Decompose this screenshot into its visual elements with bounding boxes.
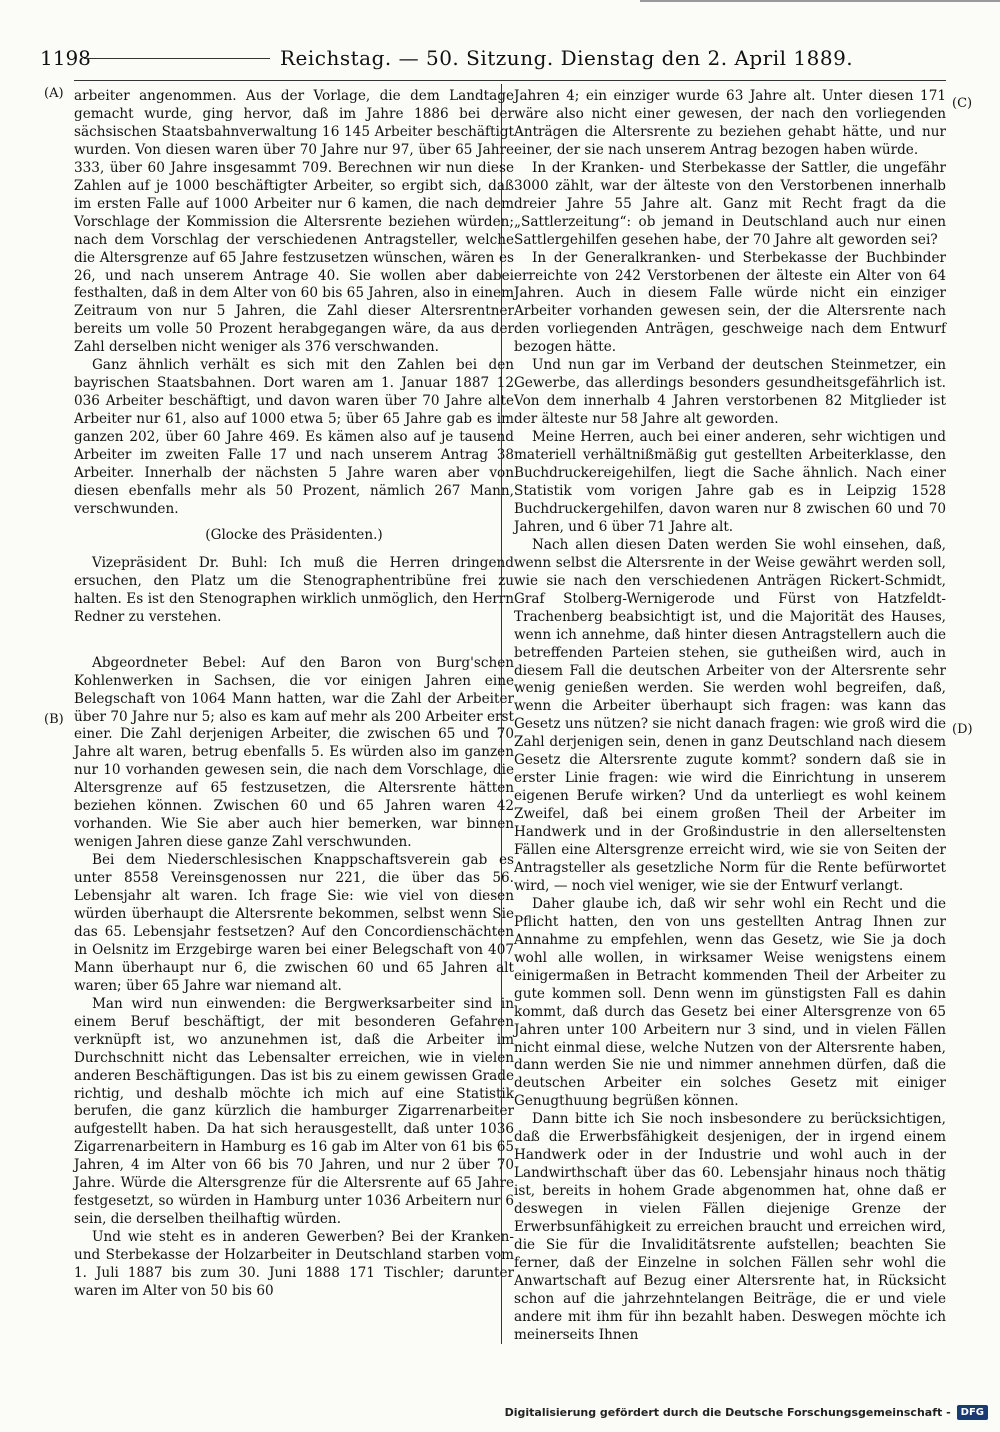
- header-underline: [74, 80, 946, 81]
- left-column: [74, 88, 514, 1301]
- paragraph: Daher glaube ich, daß wir sehr wohl ein Recht und die Pflicht hatten, den von uns gestellten Antrag Ihnen zur Annahme zu empfehlen, wenn das Gesetz, wie Sie ja doch wohl alle wollen, in wirksamer Weise wenigstens einem einigermaßen in Betracht kommenden Theil der Arbeiter zu gute kommen soll. Denn wenn im günstigsten Fall es dahin kommt, daß durch das Gesetz bei einer Altersgrenze von 65 Jahren unter 100 Arbeitern nur 3 sind, und in vielen Fällen nicht einmal diese, welche Nutzen von der Altersrente haben, dann werden Sie nie und nimmer annehmen dürfen, daß die deutschen Arbeiter ein solches Gesetz mit einiger Genugthuung begrüßen können.: [514, 895, 946, 1110]
- header-rule-left: [84, 58, 270, 59]
- margin-mark-a: (A): [44, 86, 64, 101]
- page-number: 1198: [40, 46, 91, 70]
- paragraph: Meine Herren, auch bei einer anderen, sehr wichtigen und materiell verhältnißmäßig gut gestellten Arbeiterklasse, den Buchdruckereigehilfen, liegt die Sache ähnlich. Nach einer Statistik vom vorigen Jahre gab es in Leipzig 1528 Buchdruckergehilfen, davon waren nur 8 zwischen 60 und 70 Jahren, und 6 über 71 Jahre alt.: [514, 429, 946, 535]
- page-header: [40, 40, 960, 70]
- right-column: [514, 88, 946, 1345]
- running-title: Reichstag. — 50. Sitzung. Dienstag den 2. April 1889.: [280, 46, 854, 70]
- top-scan-mark: [640, 0, 1000, 8]
- paragraph: Und nun gar im Verband der deutschen Steinmetzer, ein Gewerbe, das allerdings besonders gesundheitsgefährlich ist. Von dem innerhalb 4 Jahren verstorbenen 82 Mitglieder ist der älteste nur 58 Jahre alt geworden.: [514, 357, 946, 428]
- paragraph: In der Kranken- und Sterbekasse der Sattler, die ungefähr 3000 zählt, war der älteste von den Verstorbenen innerhalb dreier Jahre 55 Jahre alt. Ganz mit Recht fragt da die „Sattlerzeitung“: ob jemand in Deutschland auch nur einen Sattlergehilfen gesehen habe, der 70 Jahre alt geworden sei?: [514, 159, 946, 248]
- footer-credit: Digitalisierung gefördert durch die Deutsche Forschungsgemeinschaft -: [504, 1405, 951, 1419]
- paragraph: Jahren 4; ein einziger wurde 63 Jahre alt. Unter diesen 171 wäre also nicht einer gewesen, der nach den vorliegenden Anträgen die Altersrente zu beziehen gehabt hätte, und nur einer, der sie nach unserem Antrag bezogen haben würde.: [514, 88, 946, 158]
- paragraph: Ganz ähnlich verhält es sich mit den Zahlen bei den bayrischen Staatsbahnen. Dort waren am 1. Januar 1887 12 036 Arbeiter beschäftigt, und davon waren über 70 Jahre alte Arbeiter nur 61, also auf 1000 etwa 5; über 65 Jahre gab es im ganzen 202, über 60 Jahre 469. Es kämen also auf je tausend Arbeiter im zweiten Falle 17 und nach unserem Antrag 38 Arbeiter. Innerhalb der nächsten 5 Jahre waren aber von diesen ebenfalls mehr als 50 Prozent, nämlich 267 Mann, verschwunden.: [74, 357, 514, 517]
- paragraph: Bei dem Niederschlesischen Knappschaftsverein gab es unter 8558 Vereinsgenossen nur 221, die über das 56. Lebensjahr alt waren. Ich frage Sie: wie viel von diesen würden überhaupt die Altersrente bekommen, selbst wenn Sie das 65. Lebensjahr festsetzen? Auf den Concordienschächten in Oelsnitz im Erzgebirge waren bei einer Belegschaft von 407 Mann überhaupt nur 6, die zwischen 60 und 65 Jahren alt waren; über 65 Jahre war niemand alt.: [74, 852, 514, 994]
- page-footer: [505, 1400, 988, 1424]
- margin-mark-d: (D): [952, 722, 973, 737]
- dfg-logo: DFG: [957, 1405, 988, 1420]
- margin-mark-b: (B): [44, 712, 64, 727]
- paragraph: arbeiter angenommen. Aus der Vorlage, die dem Landtage gemacht wurde, ging hervor, daß im Jahre 1886 bei der sächsischen Staatsbahnverwaltung 16 145 Arbeiter beschäftigt wurden. Von diesen waren über 70 Jahre nur 97, über 65 Jahre 333, über 60 Jahre insgesammt 709. Berechnen wir nun diese Zahlen auf je 1000 beschäftigter Arbeiter, so ergibt sich, daß im ersten Falle auf 1000 Arbeiter nur 6 kamen, die nach dem Vorschlage der Kommission die Altersrente beziehen würden; nach dem Vorschlag der verschiedenen Antragsteller, welche die Altersgrenze auf 65 Jahre festzusetzen wünschen, wären es 26, und nach unserem Antrage 40. Sie wollen aber dabei festhalten, daß in dem Alter von 60 bis 65 Jahren, also in einem Zeitraum von nur 5 Jahren, die Zahl dieser Altersrentner bereits um volle 50 Prozent herabgegangen wäre, da aus der Zahl derselben nicht weniger als 376 verschwanden.: [74, 88, 514, 356]
- stage-direction: (Glocke des Präsidenten.): [205, 526, 383, 543]
- paragraph: Nach allen diesen Daten werden Sie wohl einsehen, daß, wenn selbst die Altersrente in der Weise gewährt werden soll, wie sie nach den verschiedenen Anträgen Rickert-Schmidt, Graf Stolberg-Wernigerode und Fürst von Hatzfeldt-Trachenberg beabsichtigt ist, und die Majorität des Hauses, wenn ich annehme, daß hinter diesen Antragstellern auch die betreffenden Parteien stehen, sie gutheißen wird, auch in diesem Fall die deutschen Arbeiter von der Altersrente sehr wenig genießen werden. Sie werden wohl begreifen, daß, wenn die Arbeiter überhaupt sich fragen: was kann das Gesetz uns nützen? sie nicht danach fragen: wie groß wird die Zahl derjenigen sein, denen in ganz Deutschland nach diesem Gesetz die Altersrente zugute kommt? sondern daß sie in erster Linie fragen: wie wird die Einrichtung in unserem eigenen Berufe wirken? Und da unterliegt es wohl keinem Zweifel, daß bei einem großen Theil der Arbeiter im Handwerk und in der Großindustrie in den allerseltensten Fällen eine Altersgrenze erreicht wird, wie sie von Seiten der Antragsteller als gesetzliche Norm für die Rente befürwortet wird, — noch viel weniger, wie sie der Entwurf verlangt.: [514, 536, 946, 894]
- paragraph: Und wie steht es in anderen Gewerben? Bei der Kranken- und Sterbekasse der Holzarbeiter in Deutschland starben vom 1. Juli 1887 bis zum 30. Juni 1888 171 Tischler; darunter waren im Alter von 50 bis 60: [74, 1229, 514, 1299]
- margin-mark-c: (C): [952, 96, 973, 111]
- paragraph: In der Generalkranken- und Sterbekasse der Buchbinder erreichte von 242 Verstorbenen der älteste ein Alter von 64 Jahren. Auch in diesem Falle würde nicht ein einziger Arbeiter vorhanden gewesen sein, der die Altersrente nach den vorliegenden Anträgen, geschweige nach dem Entwurf bezogen hätte.: [514, 249, 946, 356]
- paragraph: Dann bitte ich Sie noch insbesondere zu berücksichtigen, daß die Erwerbsfähigkeit desjenigen, der in irgend einem Handwerk oder in der Industrie und wohl auch in der Landwirthschaft über das 60. Lebensjahr hinaus noch thätig ist, bereits in hohem Grade abgenommen hat, ohne daß er deswegen in vielen Fällen diejenige Grenze der Erwerbsunfähigkeit zu erreichen braucht und erreichen wird, die Sie für die Invaliditätsrente aufstellen; beachten Sie ferner, daß der Einzelne in solchen Fällen sehr wohl die Anwartschaft auf Bezug einer Altersrente hat, in Rücksicht schon auf die jahrzehntelangen Beiträge, die er und viele andere mit ihm für ihn bezahlt haben. Deswegen möchte ich meinerseits Ihnen: [514, 1111, 946, 1343]
- paragraph: Man wird nun einwenden: die Bergwerksarbeiter sind in einem Beruf beschäftigt, der mit besonderen Gefahren verknüpft ist, wo anzunehmen ist, daß die Arbeiter im Durchschnitt nicht das Lebensalter erreichen, wie in vielen anderen Beschäftigungen. Das ist bis zu einem gewissen Grade richtig, und deshalb möchte ich mich auf eine Statistik berufen, die ganz kürzlich die hamburger Zigarrenarbeiter aufgestellt haben. Da hat sich herausgestellt, daß unter 1036 Zigarrenarbeitern in Hamburg es 16 gab im Alter von 61 bis 65 Jahren, 4 im Alter von 66 bis 70 Jahren, und nur 2 über 70 Jahre. Würde die Altersgrenze für die Altersrente auf 65 Jahre festgesetzt, so würden in Hamburg unter 1036 Arbeitern nur 6 sein, die derselben theilhaftig würden.: [74, 995, 514, 1228]
- speaker-paragraph: Abgeordneter Bebel: Auf den Baron von Burg'schen Kohlenwerken in Sachsen, die vor einigen Jahren eine Belegschaft von 1064 Mann hatten, war die Zahl der Arbeiter über 70 Jahre nur 5; also es kam auf mehr als 200 Arbeiter erst einer. Die Zahl derjenigen Arbeiter, die zwischen 65 und 70 Jahre alt waren, betrug ebenfalls 5. Es würden also im ganzen nur 10 vorhanden gewesen sein, die nach dem Vorschlage, die Altersgrenze auf 65 festzusetzen, die Altersrente hätten beziehen können. Zwischen 60 und 65 Jahren waren 42 vorhanden. Wie Sie aber auch hier bemerken, war binnen wenigen Jahren diese ganze Zahl verschwunden.: [74, 654, 514, 851]
- speaker-paragraph: Vizepräsident Dr. Buhl: Ich muß die Herren dringend ersuchen, den Platz um die Stenographentribüne frei zu halten. Es ist den Stenographen wirklich unmöglich, den Herrn Redner zu verstehen.: [74, 554, 514, 625]
